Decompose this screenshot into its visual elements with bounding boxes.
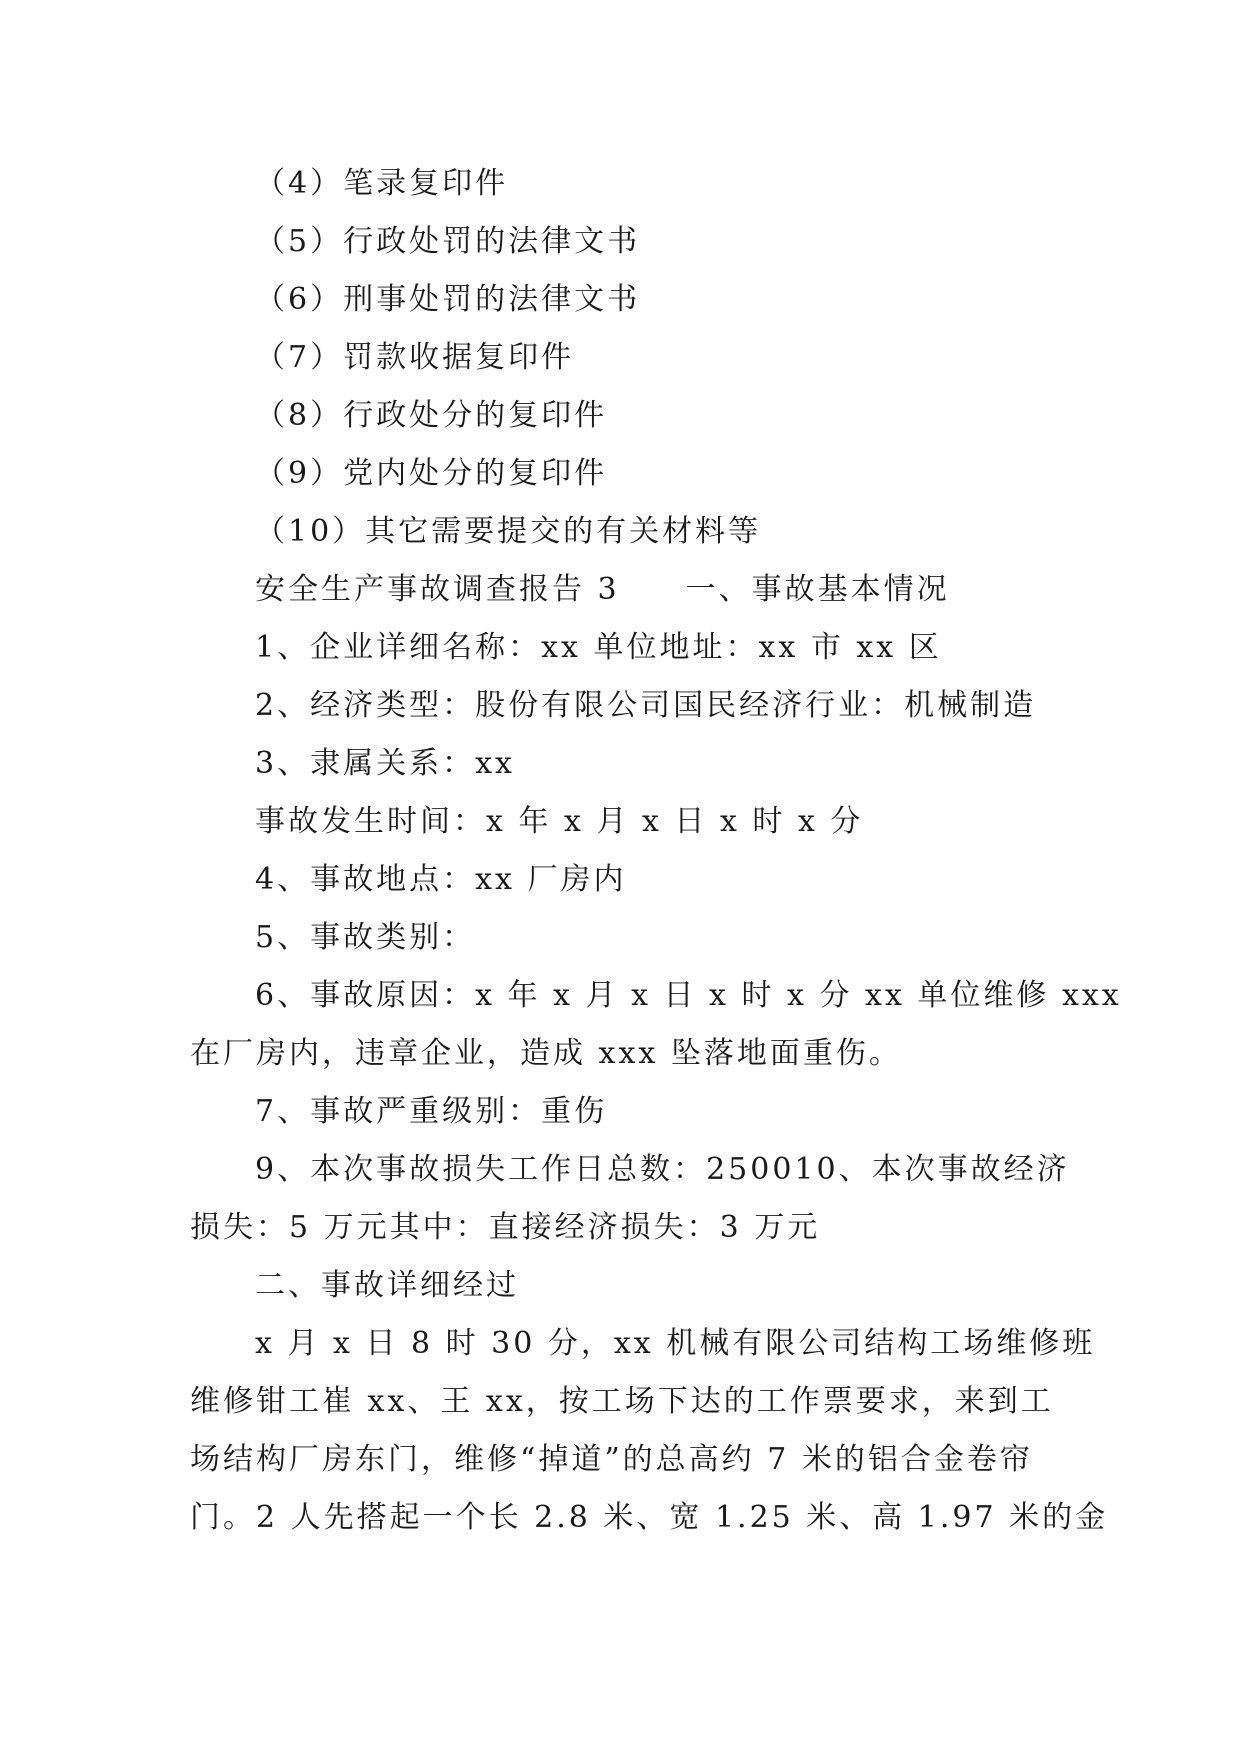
text-line: 4、事故地点：xx 厂房内: [255, 862, 627, 897]
text-line: 6、事故原因：x 年 x 月 x 日 x 时 x 分 xx 单位维修 xxx: [255, 978, 1122, 1013]
text-line: （7）罚款收据复印件: [255, 340, 575, 375]
text-line: （10）其它需要提交的有关材料等: [255, 514, 762, 549]
text-line: （9）党内处分的复印件: [255, 456, 608, 491]
text-line: 在厂房内，违章企业，造成 xxx 坠落地面重伤。: [190, 1036, 902, 1071]
text-line: 场结构厂房东门，维修“掉道”的总高约 7 米的铝合金卷帘: [190, 1442, 1033, 1477]
text-line: 损失：5 万元其中：直接经济损失：3 万元: [190, 1210, 821, 1245]
text-line: 9、本次事故损失工作日总数：250010、本次事故经济: [255, 1152, 1070, 1187]
text-line: 门。2 人先搭起一个长 2.8 米、宽 1.25 米、高 1.97 米的金: [190, 1500, 1109, 1535]
text-line: （8）行政处分的复印件: [255, 398, 608, 433]
text-line: （6）刑事处罚的法律文书: [255, 282, 641, 317]
text-line: 5、事故类别：: [255, 920, 476, 955]
text-line: 1、企业详细名称：xx 单位地址：xx 市 xx 区: [255, 630, 942, 665]
text-line: 7、事故严重级别：重伤: [255, 1094, 608, 1129]
text-line: 2、经济类型：股份有限公司国民经济行业：机械制造: [255, 688, 1037, 723]
text-line: x 月 x 日 8 时 30 分，xx 机械有限公司结构工场维修班: [255, 1326, 1096, 1361]
text-line: 安全生产事故调查报告 3 一、事故基本情况: [255, 572, 950, 607]
text-line: 二、事故详细经过: [255, 1268, 519, 1303]
text-line: （4）笔录复印件: [255, 166, 509, 201]
text-line: 事故发生时间：x 年 x 月 x 日 x 时 x 分: [255, 804, 864, 839]
text-line: 维修钳工崔 xx、王 xx，按工场下达的工作票要求，来到工: [190, 1384, 1054, 1419]
text-line: （5）行政处罚的法律文书: [255, 224, 641, 259]
text-line: 3、隶属关系：xx: [255, 746, 515, 781]
